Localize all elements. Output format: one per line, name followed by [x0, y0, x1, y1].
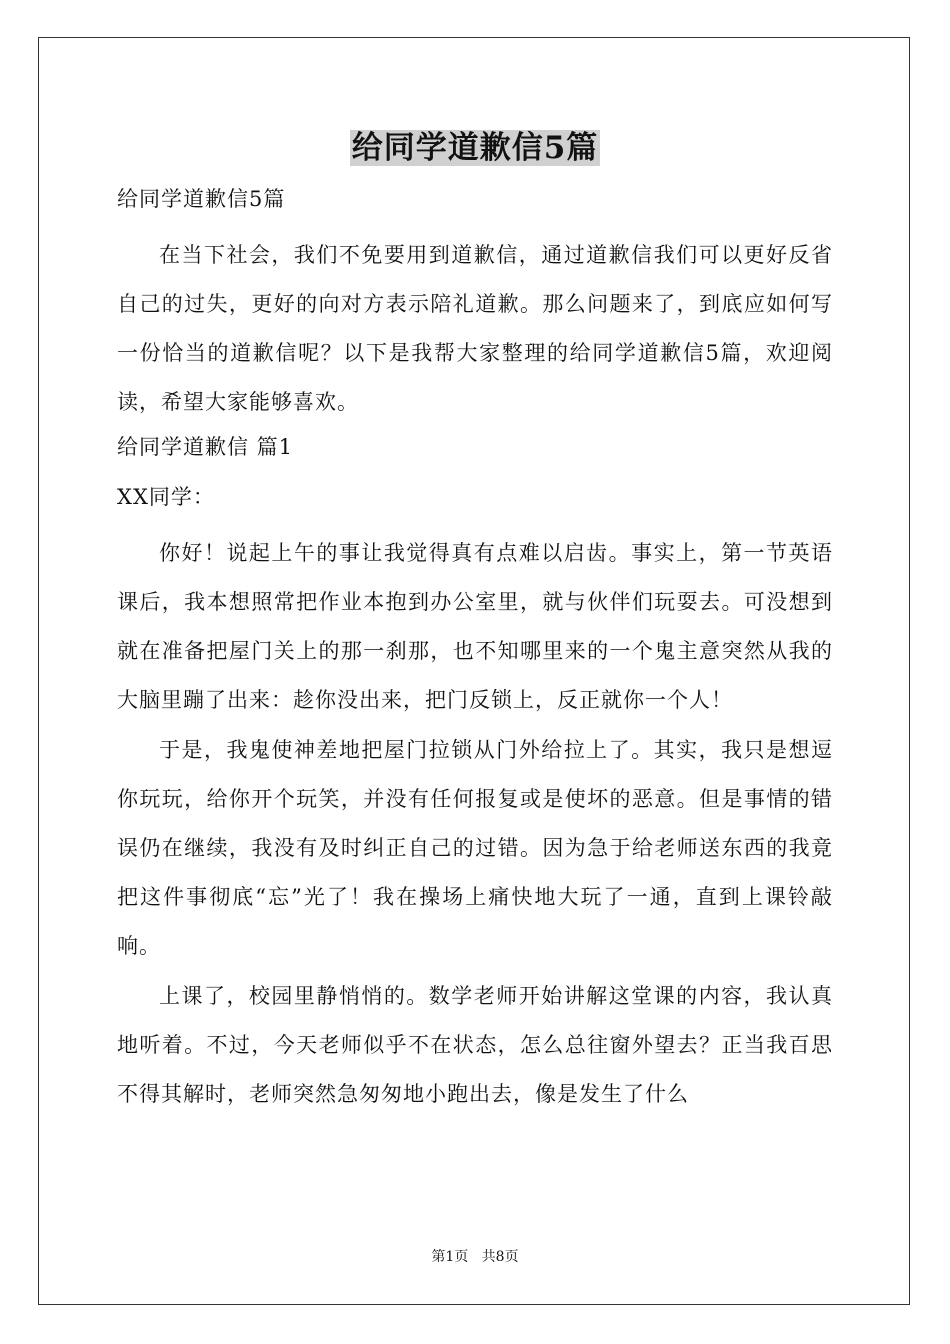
salutation: XX同学： [117, 485, 215, 509]
body-paragraph: 你好！说起上午的事让我觉得真有点难以启齿。事实上，第一节英语课后，我本想照常把作业本抱到办公室里，就与伙伴们玩耍去。可没想到就在准备把屋门关上的那一刹那，也不知哪里来的一个鬼主意突然从我的大脑里蹦了出来：趁你没出来，把门反锁上，反正就你一个人！ [117, 541, 833, 712]
document-title-text: 给同学道歉信5篇 [351, 130, 599, 166]
document-body [117, 181, 833, 1120]
section-heading: 给同学道歉信 篇1 [117, 435, 294, 459]
page-footer: 第1页 共8页 [431, 1249, 519, 1265]
body-paragraph: 于是，我鬼使神差地把屋门拉锁从门外给拉上了。其实，我只是想逗你玩玩，给你开个玩笑，并没有任何报复或是使坏的恶意。但是事情的错误仍在继续，我没有及时纠正自己的过错。因为急于给老师送东西的我竟把这件事彻底“忘”光了！我在操场上痛快地大玩了一通，直到上课铃敲响。 [117, 738, 833, 958]
body-paragraph: 上课了，校园里静悄悄的。数学老师开始讲解这堂课的内容，我认真地听着。不过，今天老师似乎不在状态，怎么总往窗外望去？正当我百思不得其解时，老师突然急匆匆地小跑出去，像是发生了什么 [117, 984, 833, 1106]
document-title [0, 128, 950, 168]
subtitle: 给同学道歉信5篇 [117, 187, 286, 211]
intro-paragraph: 在当下社会，我们不免要用到道歉信，通过道歉信我们可以更好反省自己的过失，更好的向对方表示陪礼道歉。那么问题来了，到底应如何写一份恰当的道歉信呢？以下是我帮大家整理的给同学道歉信5篇，欢迎阅读，希望大家能够喜欢。 [117, 243, 833, 414]
